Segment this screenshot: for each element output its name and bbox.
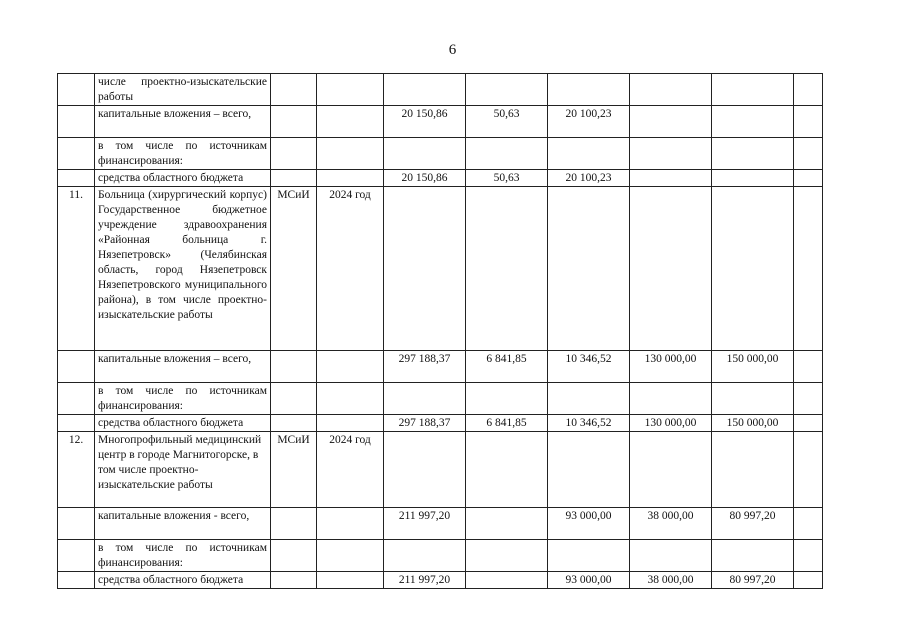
customer-cell [271, 508, 317, 540]
row-number: 11. [58, 187, 95, 351]
row-number [58, 415, 95, 432]
value-cell [794, 351, 823, 383]
table-row [58, 106, 823, 138]
row-number [58, 74, 95, 106]
table-row [58, 187, 823, 351]
year-cell: 2024 год [317, 187, 384, 351]
value-cell [466, 74, 548, 106]
value-cell [712, 106, 794, 138]
value-cell [712, 138, 794, 170]
object-name: капитальные вложения – всего, [95, 106, 271, 138]
object-name: в том числе по источникам финансирования: [95, 138, 271, 170]
value-cell: 297 188,37 [384, 415, 466, 432]
row-number [58, 540, 95, 572]
value-cell [712, 187, 794, 351]
value-cell [794, 138, 823, 170]
table-row [58, 415, 823, 432]
customer-cell [271, 572, 317, 589]
value-cell [712, 540, 794, 572]
value-cell: 20 100,23 [548, 170, 630, 187]
object-name: числе проектно-изыскательские работы [95, 74, 271, 106]
value-cell [384, 187, 466, 351]
value-cell [548, 138, 630, 170]
value-cell: 130 000,00 [630, 351, 712, 383]
object-name: в том числе по источникам финансирования: [95, 540, 271, 572]
row-number [58, 383, 95, 415]
value-cell [466, 187, 548, 351]
row-number [58, 106, 95, 138]
table-row [58, 432, 823, 508]
value-cell [548, 432, 630, 508]
value-cell [630, 170, 712, 187]
value-cell [630, 540, 712, 572]
object-name: капитальные вложения - всего, [95, 508, 271, 540]
object-name: капитальные вложения – всего, [95, 351, 271, 383]
value-cell [384, 540, 466, 572]
object-name: средства областного бюджета [95, 170, 271, 187]
year-cell [317, 383, 384, 415]
value-cell [794, 187, 823, 351]
customer-cell [271, 540, 317, 572]
value-cell [548, 383, 630, 415]
object-name: средства областного бюджета [95, 572, 271, 589]
year-cell [317, 138, 384, 170]
value-cell [466, 508, 548, 540]
customer-cell: МСиИ [271, 187, 317, 351]
value-cell [630, 138, 712, 170]
customer-cell [271, 170, 317, 187]
customer-cell [271, 106, 317, 138]
row-number [58, 351, 95, 383]
value-cell: 80 997,20 [712, 572, 794, 589]
value-cell [384, 74, 466, 106]
value-cell [794, 383, 823, 415]
table-row [58, 508, 823, 540]
value-cell [794, 106, 823, 138]
value-cell: 10 346,52 [548, 415, 630, 432]
value-cell [630, 74, 712, 106]
value-cell [794, 540, 823, 572]
value-cell [712, 432, 794, 508]
object-name: Многопрофильный медицинский центр в городе Магнитогорске, в том числе проектно-изыскательские работы [95, 432, 271, 508]
value-cell [384, 383, 466, 415]
year-cell [317, 351, 384, 383]
value-cell [548, 187, 630, 351]
value-cell [384, 432, 466, 508]
table-row [58, 74, 823, 106]
value-cell: 211 997,20 [384, 508, 466, 540]
row-number [58, 572, 95, 589]
year-cell [317, 508, 384, 540]
value-cell [466, 572, 548, 589]
row-number [58, 170, 95, 187]
value-cell [384, 138, 466, 170]
value-cell [794, 74, 823, 106]
value-cell: 10 346,52 [548, 351, 630, 383]
value-cell [630, 432, 712, 508]
value-cell [466, 540, 548, 572]
year-cell [317, 170, 384, 187]
value-cell: 80 997,20 [712, 508, 794, 540]
value-cell [794, 432, 823, 508]
value-cell: 50,63 [466, 106, 548, 138]
value-cell: 93 000,00 [548, 572, 630, 589]
table-row [58, 138, 823, 170]
customer-cell [271, 415, 317, 432]
table-row [58, 170, 823, 187]
value-cell: 150 000,00 [712, 415, 794, 432]
year-cell [317, 415, 384, 432]
customer-cell: МСиИ [271, 432, 317, 508]
value-cell: 6 841,85 [466, 351, 548, 383]
year-cell: 2024 год [317, 432, 384, 508]
value-cell [630, 106, 712, 138]
value-cell: 150 000,00 [712, 351, 794, 383]
value-cell [712, 383, 794, 415]
value-cell [794, 508, 823, 540]
year-cell [317, 74, 384, 106]
value-cell: 20 150,86 [384, 170, 466, 187]
page-number: 6 [448, 42, 457, 58]
value-cell: 38 000,00 [630, 572, 712, 589]
value-cell [794, 572, 823, 589]
value-cell [548, 74, 630, 106]
object-name: Больница (хирургический корпус) Государственное бюджетное учреждение здравоохранения «Районная больница г. Нязепетровск» (Челябинская область, город Нязепетровск Нязепетровского муниципального района), в том числе проектно-изыскательские работы [95, 187, 271, 351]
customer-cell [271, 74, 317, 106]
object-name: в том числе по источникам финансирования: [95, 383, 271, 415]
value-cell: 130 000,00 [630, 415, 712, 432]
capital-investment-table [57, 73, 823, 589]
value-cell [630, 187, 712, 351]
value-cell [712, 74, 794, 106]
row-number [58, 508, 95, 540]
value-cell [630, 383, 712, 415]
customer-cell [271, 351, 317, 383]
object-name: средства областного бюджета [95, 415, 271, 432]
customer-cell [271, 138, 317, 170]
table-row [58, 540, 823, 572]
row-number [58, 138, 95, 170]
table-row [58, 383, 823, 415]
value-cell: 93 000,00 [548, 508, 630, 540]
value-cell [794, 415, 823, 432]
value-cell: 20 150,86 [384, 106, 466, 138]
customer-cell [271, 383, 317, 415]
value-cell [466, 383, 548, 415]
value-cell [712, 170, 794, 187]
year-cell [317, 572, 384, 589]
year-cell [317, 106, 384, 138]
value-cell: 50,63 [466, 170, 548, 187]
value-cell: 38 000,00 [630, 508, 712, 540]
value-cell [794, 170, 823, 187]
table-row [58, 351, 823, 383]
value-cell [548, 540, 630, 572]
value-cell: 211 997,20 [384, 572, 466, 589]
value-cell [466, 138, 548, 170]
table-row [58, 572, 823, 589]
value-cell: 6 841,85 [466, 415, 548, 432]
value-cell: 297 188,37 [384, 351, 466, 383]
value-cell [466, 432, 548, 508]
value-cell: 20 100,23 [548, 106, 630, 138]
year-cell [317, 540, 384, 572]
row-number: 12. [58, 432, 95, 508]
